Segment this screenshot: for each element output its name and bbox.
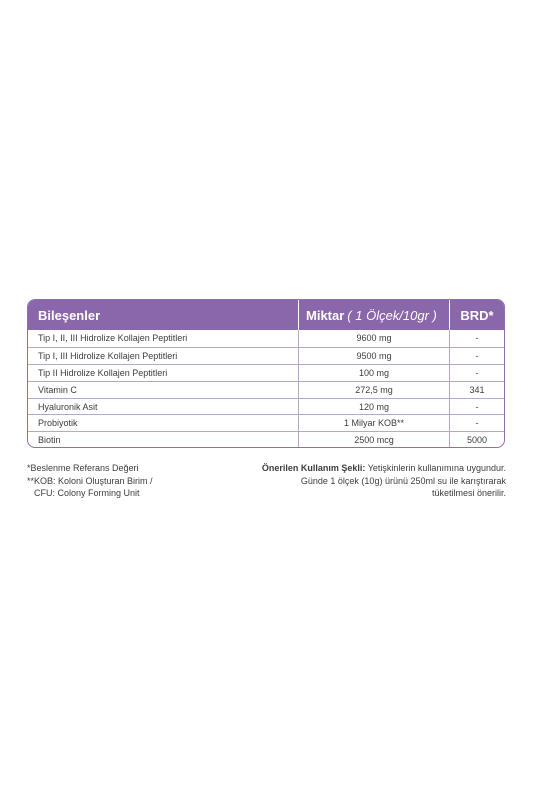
row-ingredient: Vitamin C <box>28 382 299 398</box>
usage-instructions <box>236 462 506 500</box>
row-amount: 9600 mg <box>299 330 450 347</box>
row-ingredient: Tip I, II, III Hidrolize Kollajen Peptitleri <box>28 330 299 347</box>
row-ingredient: Biotin <box>28 432 299 448</box>
row-ingredient: Tip I, III Hidrolize Kollajen Peptitleri <box>28 348 299 364</box>
row-amount: 120 mg <box>299 399 450 415</box>
table-row <box>28 330 504 347</box>
ingredients-table <box>27 299 505 448</box>
row-brd: - <box>475 367 479 378</box>
table-row <box>28 414 504 431</box>
row-amount: 9500 mg <box>299 348 450 364</box>
table-row <box>28 398 504 415</box>
header-amount-unit: ( 1 Ölçek/10gr ) <box>347 307 437 323</box>
footnote-kob: **KOB: Koloni Oluşturan Birim / <box>27 475 153 486</box>
row-amount: 1 Milyar KOB** <box>299 415 450 431</box>
table-row <box>28 347 504 364</box>
footnote-cfu: CFU: Colony Forming Unit <box>34 488 140 498</box>
row-ingredient: Hyaluronik Asit <box>28 399 299 415</box>
header-amount <box>299 300 450 330</box>
table-row <box>28 364 504 381</box>
table-header <box>28 300 504 330</box>
table-body <box>28 330 504 448</box>
row-ingredient: Tip II Hidrolize Kollajen Peptitleri <box>28 365 299 381</box>
row-brd: 341 <box>469 384 485 395</box>
row-brd: - <box>475 333 479 344</box>
table-row <box>28 431 504 448</box>
header-amount-label: Miktar <box>306 307 345 323</box>
usage-line-3: tüketilmesi önerilir. <box>431 488 506 498</box>
row-brd: 5000 <box>466 435 488 446</box>
usage-text-1: Yetişkinlerin kullanımına uygundur. <box>367 463 506 473</box>
row-ingredient: Probiyotik <box>28 415 299 431</box>
footnote-brd: *Beslenme Referans Değeri <box>27 463 139 473</box>
header-brd: BRD* <box>460 307 494 323</box>
row-amount: 2500 mcg <box>299 432 450 448</box>
row-brd: - <box>475 401 479 412</box>
row-amount: 272,5 mg <box>299 382 450 398</box>
header-ingredients: Bileşenler <box>28 300 299 330</box>
usage-line-2: Günde 1 ölçek (10g) ürünü 250ml su ile karıştırarak <box>300 475 506 486</box>
row-brd: - <box>475 350 479 361</box>
footnotes <box>27 462 247 500</box>
row-amount: 100 mg <box>299 365 450 381</box>
table-row <box>28 381 504 398</box>
usage-label: Önerilen Kullanım Şekli: <box>261 463 366 473</box>
usage-line-1 <box>236 462 506 475</box>
row-brd: - <box>475 418 479 429</box>
